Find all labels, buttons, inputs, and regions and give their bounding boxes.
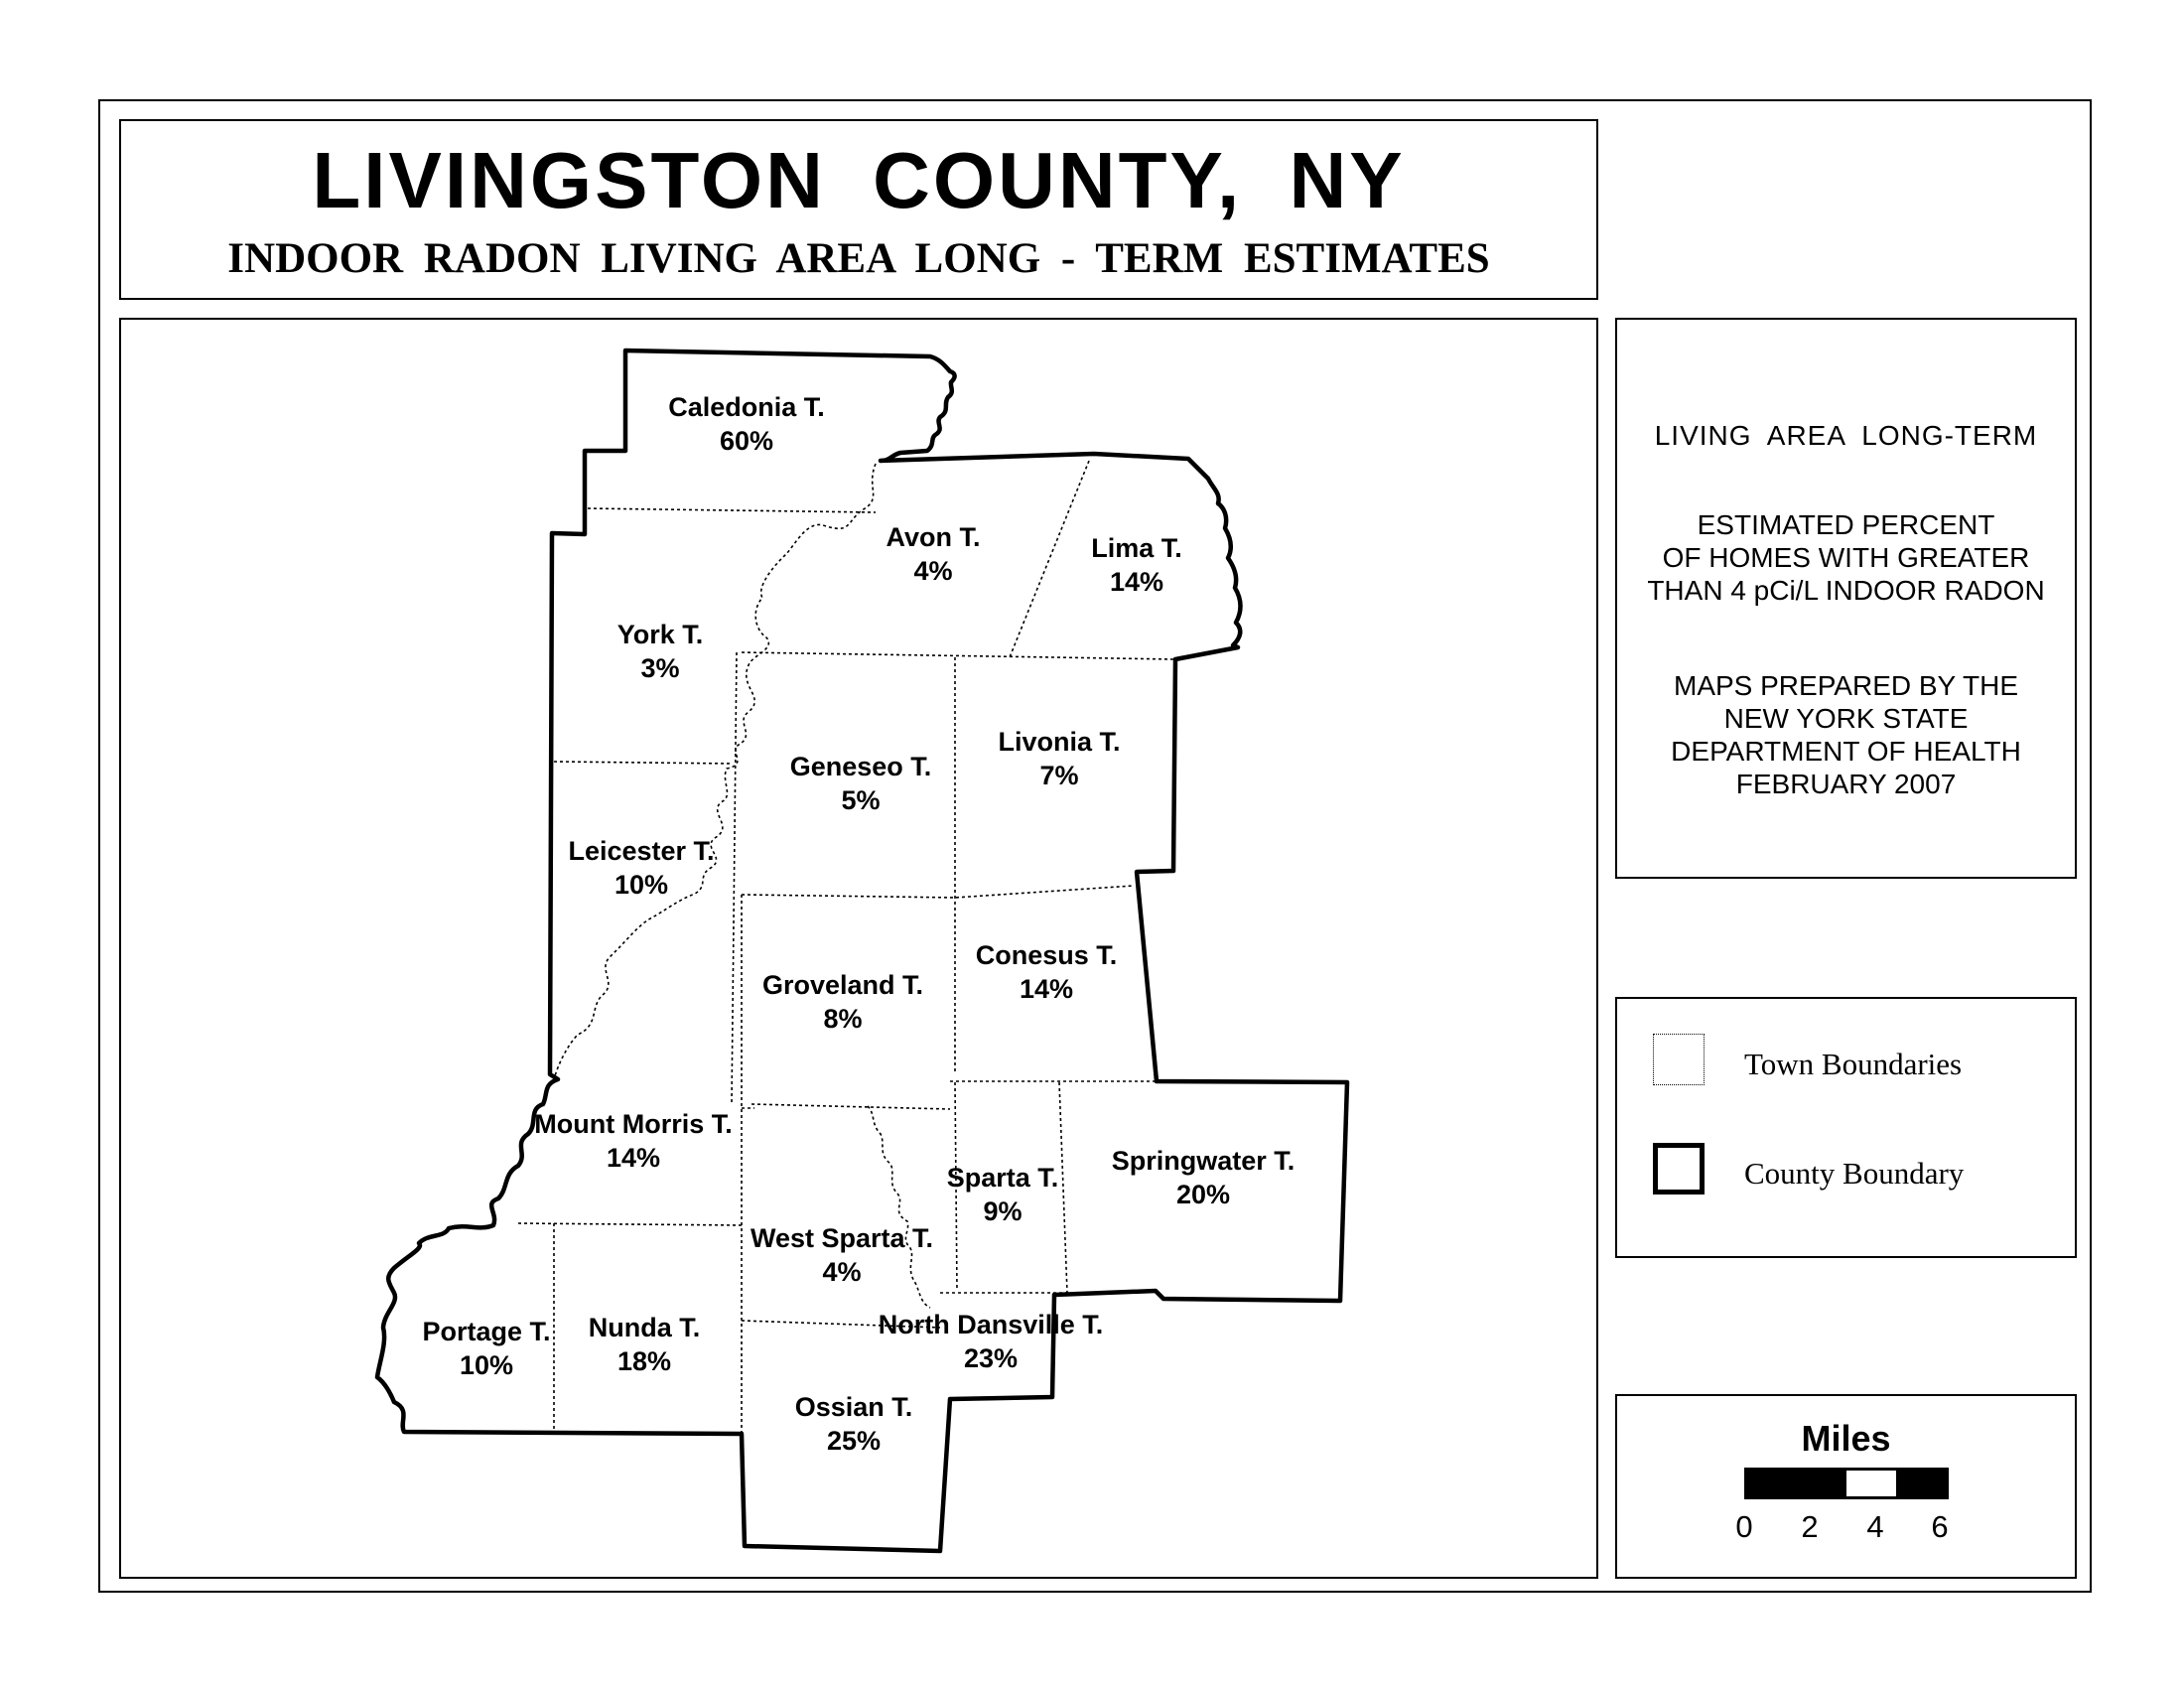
legend-panel — [1615, 997, 2077, 1258]
county-boundary-swatch — [1653, 1143, 1705, 1195]
town-label-nunda: Nunda T. 18% — [588, 1313, 701, 1376]
scale-segment — [1797, 1471, 1846, 1496]
town-label-geneseo: Geneseo T. 5% — [789, 752, 932, 815]
town-label-york: York T. 3% — [616, 620, 704, 683]
scale-tick-2: 2 — [1801, 1509, 1819, 1544]
scale-panel — [1615, 1394, 2077, 1579]
scale-title: Miles — [1801, 1418, 1891, 1459]
town-label-leicester: Leicester T. 10% — [568, 836, 715, 900]
scale-tick-4: 4 — [1866, 1509, 1884, 1544]
scale-segment — [1896, 1471, 1946, 1496]
scale-segment — [1747, 1471, 1797, 1496]
town-label-caledonia: Caledonia T. 60% — [668, 392, 825, 456]
town-label-portage: Portage T. 10% — [422, 1317, 551, 1380]
town-label-avon: Avon T. 4% — [886, 522, 981, 586]
town-boundary-label: Town Boundaries — [1744, 1047, 1963, 1081]
town-label-lima: Lima T. 14% — [1091, 533, 1182, 597]
town-label-groveland: Groveland T. 8% — [761, 970, 924, 1034]
map-title: LIVINGSTON COUNTY, NY — [312, 136, 1406, 224]
scale-bar — [1744, 1468, 1949, 1499]
town-label-sparta: Sparta T. 9% — [946, 1163, 1059, 1226]
county-boundary-label: County Boundary — [1744, 1156, 1965, 1191]
town-label-livonia: Livonia T. 7% — [998, 727, 1121, 790]
map-panel — [119, 318, 1598, 1579]
info-description: ESTIMATED PERCENT OF HOMES WITH GREATER THAN 4 pCi/L INDOOR RADON — [1647, 509, 2045, 606]
town-label-mount-morris: Mount Morris T. 14% — [534, 1109, 733, 1173]
town-label-west-sparta: West Sparta T. 4% — [750, 1223, 934, 1287]
map-subtitle: INDOOR RADON LIVING AREA LONG - TERM ESTIMATES — [227, 235, 1490, 282]
info-panel — [1615, 318, 2077, 879]
scale-tick-6: 6 — [1931, 1509, 1949, 1544]
scale-segment — [1846, 1471, 1896, 1496]
county-map — [121, 320, 1596, 1577]
title-panel — [119, 119, 1598, 300]
town-boundary-swatch — [1653, 1034, 1705, 1085]
town-label-north-dansville: North Dansville T. 23% — [878, 1310, 1104, 1373]
town-label-conesus: Conesus T. 14% — [975, 940, 1118, 1004]
town-label-springwater: Springwater T. 20% — [1111, 1146, 1296, 1209]
info-credit: MAPS PREPARED BY THE NEW YORK STATE DEPARTMENT OF HEALTH FEBRUARY 2007 — [1671, 670, 2021, 799]
info-heading: LIVING AREA LONG-TERM — [1654, 420, 2038, 451]
scale-tick-0: 0 — [1735, 1509, 1753, 1544]
town-label-ossian: Ossian T. 25% — [794, 1392, 913, 1456]
